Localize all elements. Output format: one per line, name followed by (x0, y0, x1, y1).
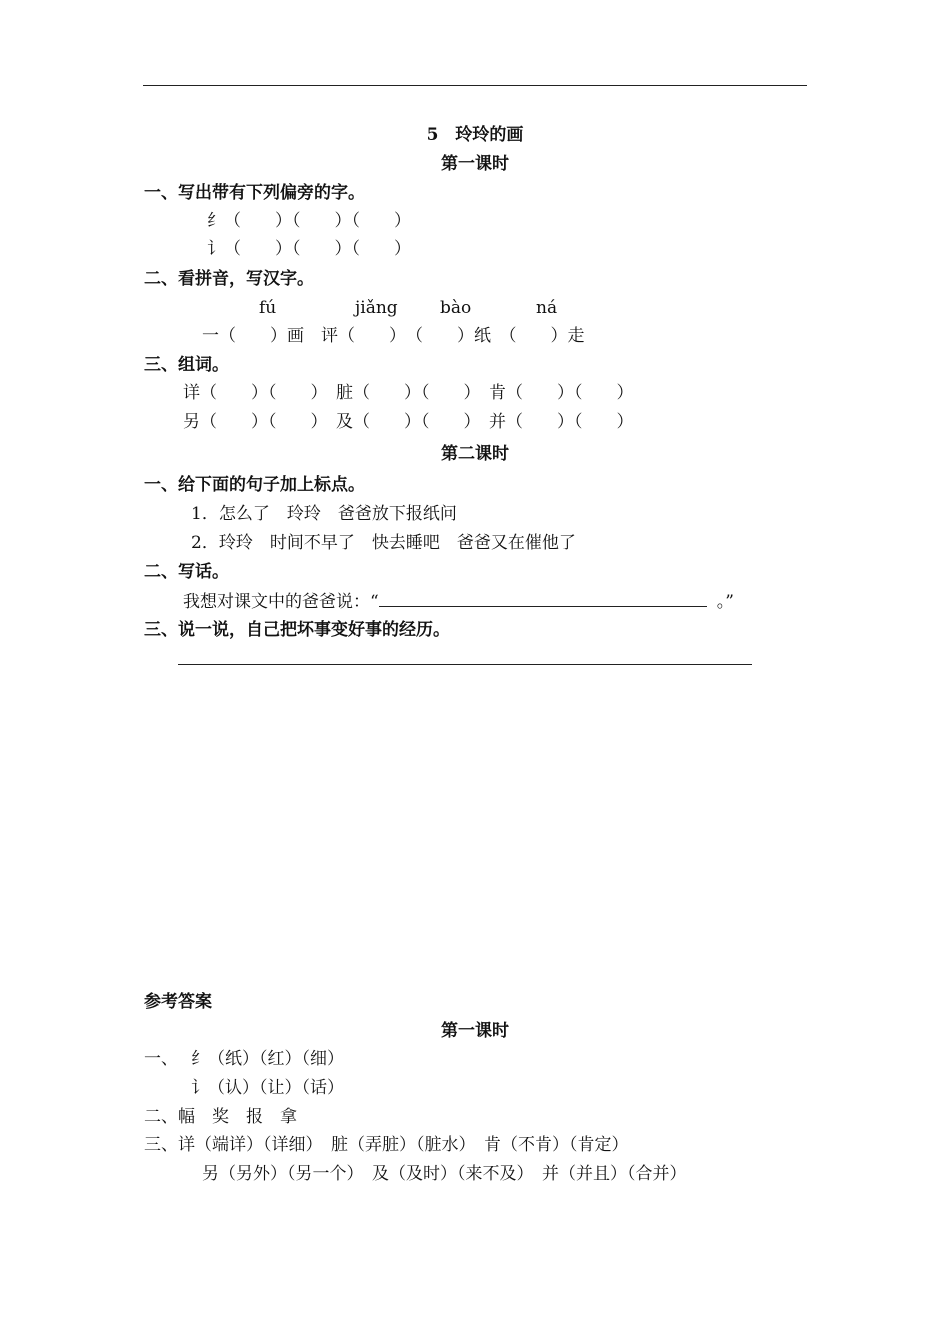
page-title: 5 玲玲的画 (426, 125, 524, 145)
radical-row: 纟（ ）（ ）（ ） (207, 211, 411, 231)
pinyin: bào (440, 298, 472, 318)
answers-title: 参考答案 (144, 992, 212, 1012)
writing-line (183, 590, 734, 612)
answers-heading: 第一课时 (441, 1021, 509, 1041)
punctuation-item: 1．怎么了 玲玲 爸爸放下报纸问 (191, 504, 457, 524)
lesson2-q1-title: 一、给下面的句子加上标点。 (144, 475, 365, 495)
answer-blank[interactable] (379, 590, 707, 607)
pinyin: jiǎng (355, 298, 398, 318)
answer-row: 纟（纸）（红）（细） (191, 1049, 344, 1069)
lesson1-q3-title: 三、组词。 (144, 355, 229, 375)
lesson2-q3-title: 三、说一说，自己把坏事变好事的经历。 (144, 620, 450, 640)
answer-label: 一、 (144, 1049, 178, 1069)
writing-suffix: 。” (716, 592, 734, 612)
radical-row: 讠（ ）（ ）（ ） (207, 239, 411, 259)
answer-blank[interactable] (178, 664, 752, 665)
lesson2-heading: 第二课时 (441, 444, 509, 464)
lesson1-heading: 第一课时 (441, 154, 509, 174)
punctuation-item: 2．玲玲 时间不早了 快去睡吧 爸爸又在催他了 (191, 533, 576, 553)
answer-row: 三、详（端详）（详细） 脏（弄脏）（脏水） 肯（不肯）（肯定） (144, 1135, 629, 1155)
answer-row: 另（另外）（另一个） 及（及时）（来不及） 并（并且）（合并） (202, 1164, 687, 1184)
lesson1-q2-title: 二、看拼音，写汉字。 (144, 269, 314, 289)
answer-row: 讠（认）（让）（话） (191, 1078, 344, 1098)
header-rule (143, 85, 807, 86)
word-group-row: 详（ ）（ ） 脏（ ）（ ） 肯（ ）（ ） (183, 383, 634, 403)
lesson1-q1-title: 一、写出带有下列偏旁的字。 (144, 183, 365, 203)
writing-prefix: 我想对课文中的爸爸说：“ (183, 592, 379, 612)
answer-row: 二、幅 奖 报 拿 (144, 1107, 297, 1127)
pinyin: fú (259, 298, 277, 318)
pinyin: ná (536, 298, 558, 318)
pinyin-chars-row: 一（ ）画 评（ ） （ ）纸 （ ）走 (202, 326, 585, 346)
word-group-row: 另（ ）（ ） 及（ ）（ ） 并（ ）（ ） (183, 412, 634, 432)
lesson2-q2-title: 二、写话。 (144, 562, 229, 582)
